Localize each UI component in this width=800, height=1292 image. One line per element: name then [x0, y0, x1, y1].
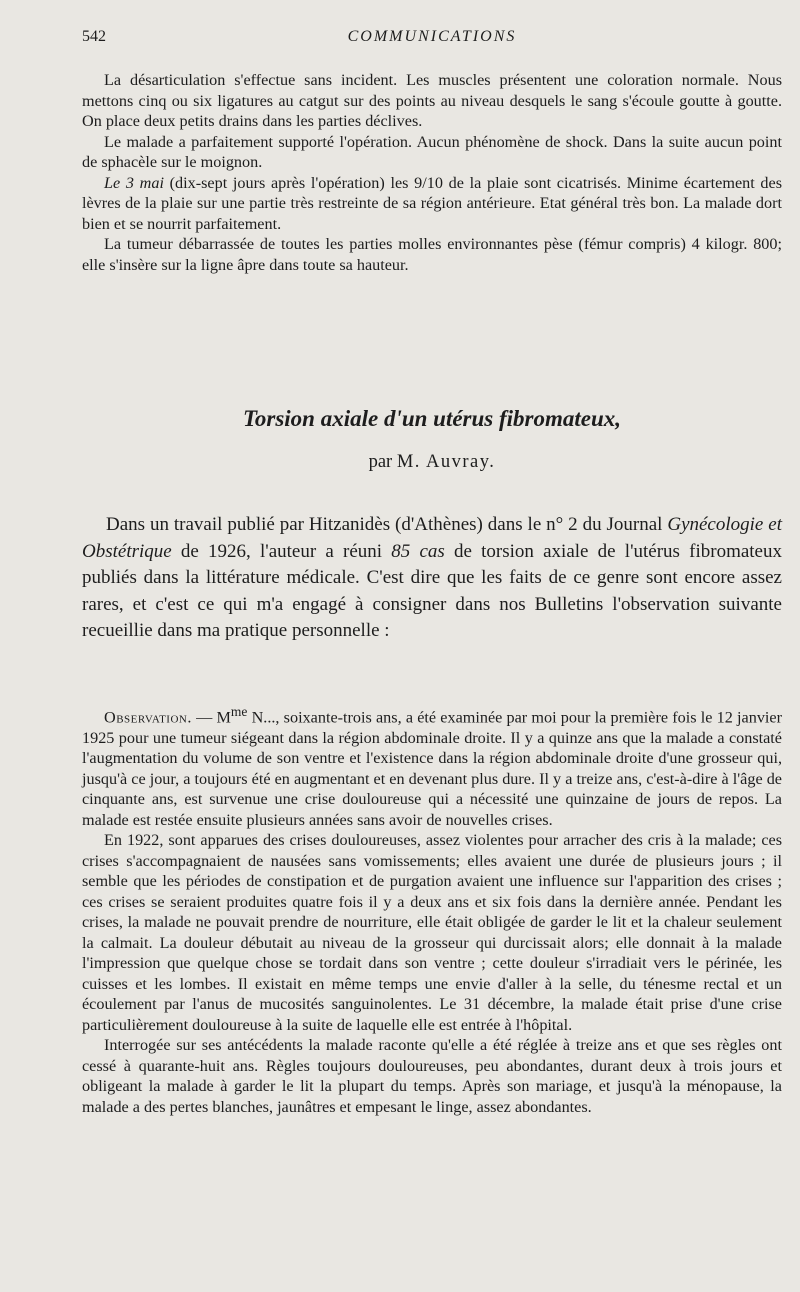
- observation-label: Observation.: [104, 708, 192, 727]
- observation-section: [82, 702, 782, 1117]
- byline: [82, 452, 782, 473]
- byline-prefix: par: [368, 452, 397, 472]
- paragraph: La désarticulation s'effectue sans incident. Les muscles présentent une coloration normale. Nous mettons cinq ou six ligatures au catgut sur des points au niveau desquels le sang s'écoule goutte à goutte. On place deux petits drains dans les parties déclives.: [82, 71, 782, 130]
- author-name: M. Auvray.: [396, 452, 496, 472]
- paragraph: Le malade a parfaitement supporté l'opération. Aucun phénomène de shock. Dans la suite aucun point de sphacèle sur le moignon.: [82, 132, 782, 171]
- observation-paragraph: [82, 702, 782, 830]
- superscript: me: [230, 704, 248, 719]
- intro-text: de 1926, l'auteur a réuni: [171, 540, 392, 562]
- paragraph: La tumeur débarrassée de toutes les parties molles environnantes pèse (fémur compris) 4 kilogr. 800; elle s'insère sur la ligne âpre dans toute sa hauteur.: [82, 235, 782, 274]
- article-intro: [82, 512, 782, 645]
- observation-text: — M: [191, 708, 231, 727]
- page-header: [82, 28, 782, 52]
- intro-paragraph: [82, 512, 782, 645]
- intro-text: de torsion axiale de l'utérus fibromateux publiés dans la littérature médicale. C'est dire que les faits de ce genre sont encore assez rares, et c'est ce qui m'a engagé à consigner dans nos Bulletins l'observation suivante recueillie dans ma pratique personnelle :: [82, 540, 782, 641]
- observation-paragraph: En 1922, sont apparues des crises douloureuses, assez violentes pour arracher des cris à la malade; ces crises s'accompagnaient de nausées sans vomissements; elles avaient une durée de plusieurs jours ; il semble que les périodes de constipation et de purgation avaient une influence sur l'apparition des crises ; ces crises se seraient produites quatre fois il y a deux ans et six fois dans la dernière année. Pendant les crises, la malade ne pouvait prendre de nourriture, elle était obligée de garder le lit et la chaleur seulement la calmait. La douleur débutait au niveau de la grosseur qui durcissait alors; elle donnait à la malade l'impression que quelque chose se tordait dans son ventre ; cette douleur s'irradiait vers le périnée, les cuisses et les lombes. Il existait en même temps une envie d'aller à la selle, du ténesme rectal et un écoulement par l'anus de mucosités sanguinolentes. Le 31 décembre, la malade était prise d'une crise particulièrement douloureuse à la suite de laquelle elle est entrée à l'hôpital.: [82, 831, 782, 1034]
- paragraph: [82, 173, 782, 235]
- observation-paragraph: Interrogée sur ses antécédents la malade raconte qu'elle a été réglée à treize ans et que ses règles ont cessé à quarante-huit ans. Règles toujours douloureuses, peu abondantes, durant deux à trois jours et obligeant la malade à garder le lit la plupart du temps. Après son mariage, et jusqu'à la ménopause, la malade a des pertes blanches, jaunâtres et empesant le linge, assez abondantes.: [82, 1036, 782, 1116]
- running-title: COMMUNICATIONS: [347, 28, 517, 45]
- previous-case-ending: [82, 70, 782, 275]
- observation-text: N..., soixante-trois ans, a été examinée par moi pour la première fois le 12 janvier 1925 pour une tumeur siégeant dans la région abdominale droite. Il y a quinze ans que la malade a constaté l'augmentation du volume de son ventre et l'existence dans la région abdominale droite d'une grosseur qui, jusqu'à ce jour, a toujours été en augmentant et en devenant plus dure. Il y a treize ans, c'est-à-dire à l'âge de cinquante ans, est survenue une crise douloureuse qui a nécessité une quinzaine de jours de repos. La malade est restée ensuite plusieurs années sans avoir de nouvelles crises.: [82, 708, 782, 829]
- case-count: 85 cas: [391, 540, 445, 562]
- paragraph-text: (dix-sept jours après l'opération) les 9/10 de la plaie sont cicatrisés. Minime écartement des lèvres de la plaie sur une partie très restreinte de sa région antérieure. Etat général très bon. La malade dort bien et se nourrit parfaitement.: [82, 173, 782, 233]
- journal-name: Gynécologie et Obstétrique: [82, 514, 782, 562]
- article-title: Torsion axiale d'un utérus fibromateux,: [242, 406, 622, 431]
- intro-text: Dans un travail publié par Hitzanidès (d'Athènes) dans le n° 2 du Journal: [106, 514, 668, 535]
- date-label: Le 3 mai: [104, 173, 164, 192]
- page-number: 542: [82, 28, 106, 45]
